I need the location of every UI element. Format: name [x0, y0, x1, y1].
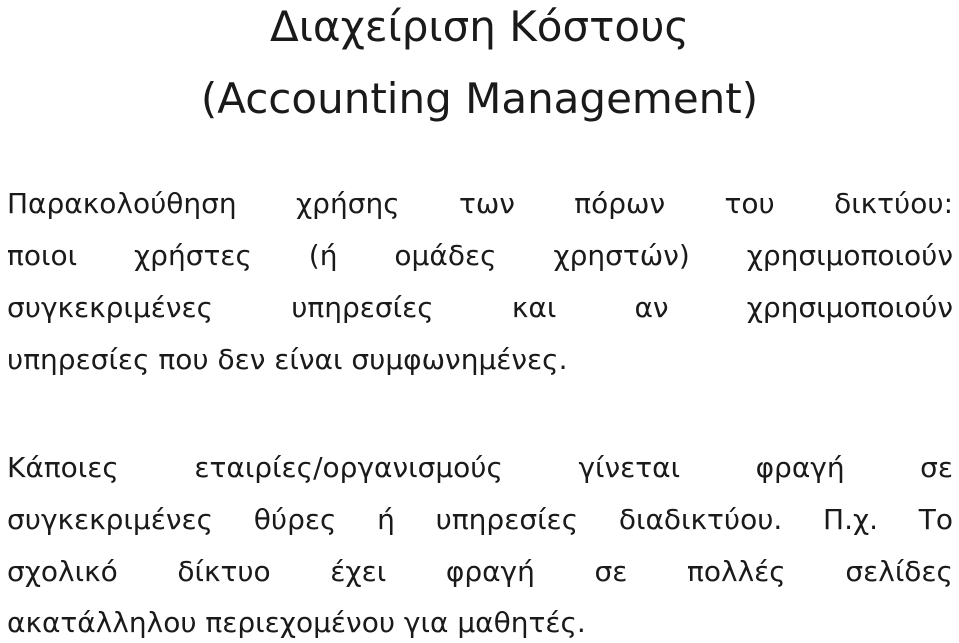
paragraph-line: ακατάλληλου περιεχομένου για μαθητές. [7, 606, 586, 639]
paragraph-line: ποιοι χρήστες (ή ομάδες χρηστών) χρησιμοποιούν [7, 239, 953, 272]
paragraph-line: Κάποιες εταιρίες/οργανισμούς γίνεται φραγή σε [7, 451, 953, 484]
paragraph-line: σχολικό δίκτυο έχει φραγή σε πολλές σελίδες [7, 555, 953, 588]
slide-title-line-1: Διαχείριση Κόστους [269, 2, 690, 51]
paragraph-line: συγκεκριμένες θύρες ή υπηρεσίες διαδικτύου. Π.χ. Το [7, 503, 953, 536]
slide-title-line-2: (Accounting Management) [200, 74, 759, 123]
paragraph-line: Παρακολούθηση χρήσης των πόρων του δικτύου: [7, 187, 953, 220]
paragraph-line: συγκεκριμένες υπηρεσίες και αν χρησιμοποιούν [7, 291, 953, 324]
paragraph-line: υπηρεσίες που δεν είναι συμφωνημένες. [7, 343, 568, 376]
